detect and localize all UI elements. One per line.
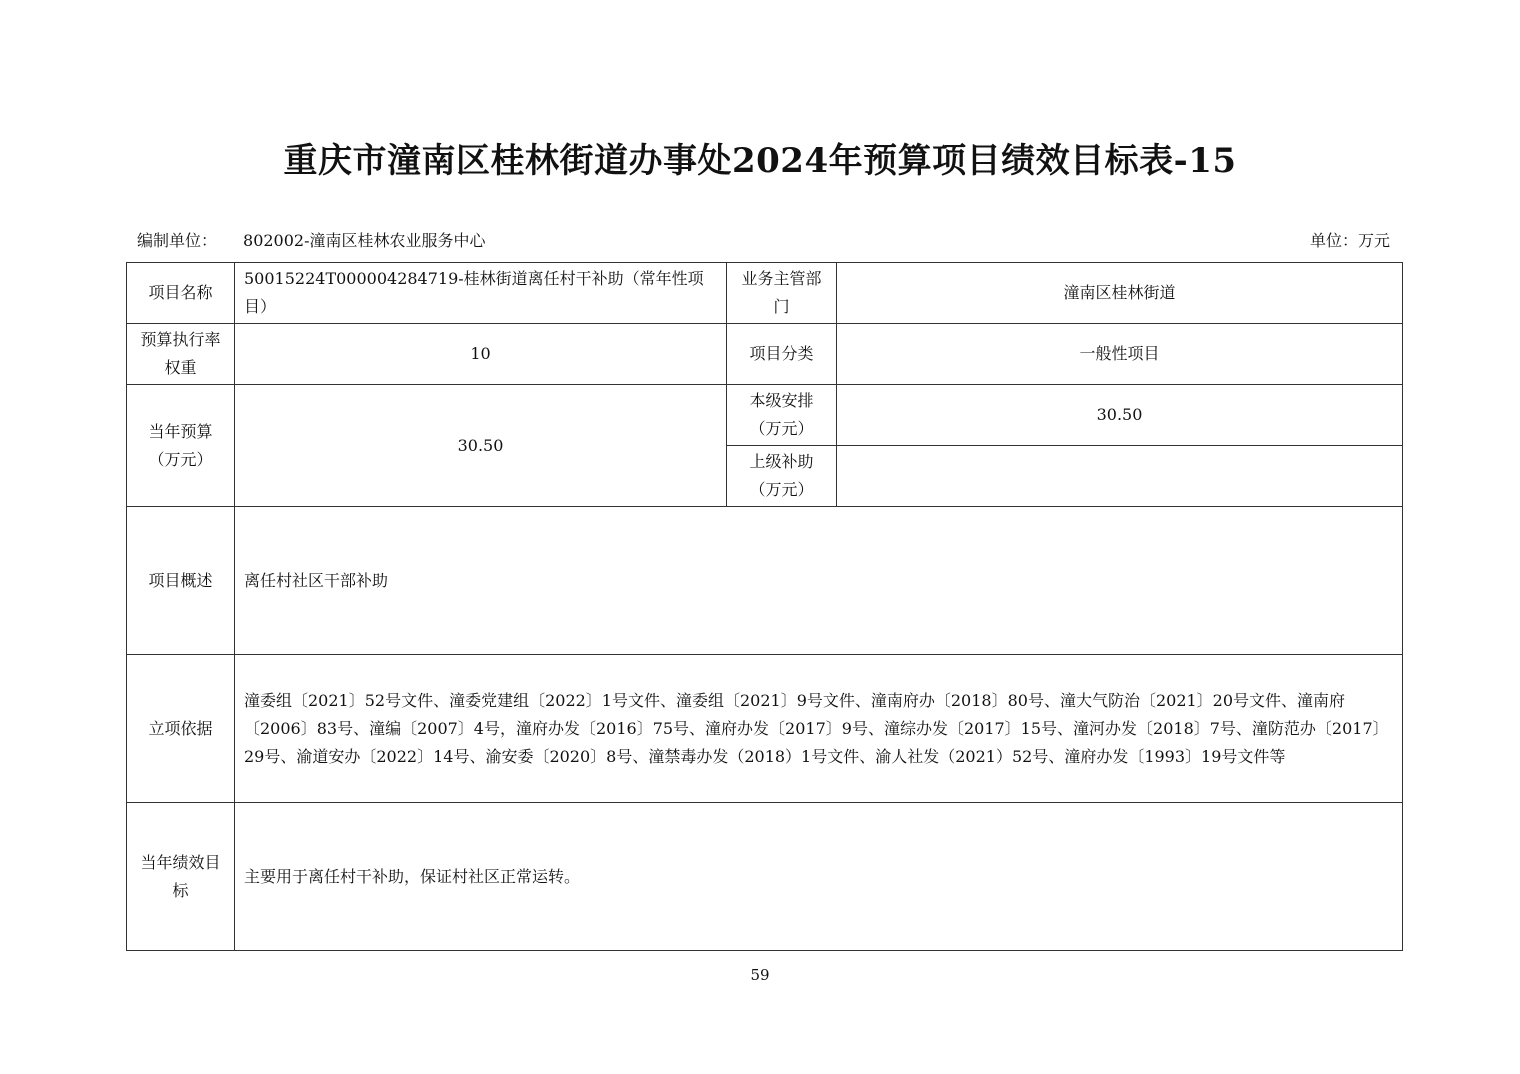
performance-target-table: [126, 262, 1403, 951]
weight-value: 10: [235, 324, 727, 385]
compiling-unit: [137, 228, 486, 251]
goal-value: 主要用于离任村干补助，保证村社区正常运转。: [235, 803, 1403, 951]
table-row: [127, 385, 1403, 446]
page-number: 59: [750, 966, 770, 984]
overview-label: 项目概述: [127, 507, 235, 655]
page-title: 重庆市潼南区桂林街道办事处2024年预算项目绩效目标表-15: [283, 141, 1237, 181]
currency-unit: 单位：万元: [1309, 231, 1390, 250]
category-label: 项目分类: [727, 324, 837, 385]
basis-label: 立项依据: [127, 655, 235, 803]
category-value: 一般性项目: [837, 324, 1403, 385]
table-row: [127, 655, 1403, 803]
dept-value: 潼南区桂林街道: [837, 263, 1403, 324]
higher-subsidy-value: [837, 446, 1403, 507]
table-row: [127, 324, 1403, 385]
overview-value: 离任村社区干部补助: [235, 507, 1403, 655]
weight-label: 预算执行率权重: [127, 324, 235, 385]
compiling-unit-label: 编制单位：: [137, 231, 218, 250]
local-arrangement-value: 30.50: [837, 385, 1403, 446]
budget-value: 30.50: [235, 385, 727, 507]
dept-label: 业务主管部门: [727, 263, 837, 324]
goal-label: 当年绩效目标: [127, 803, 235, 951]
compiling-unit-value: 802002-潼南区桂林农业服务中心: [243, 231, 486, 250]
higher-subsidy-label: 上级补助（万元）: [727, 446, 837, 507]
project-name-label: 项目名称: [127, 263, 235, 324]
project-name-value: 50015224T000004284719-桂林街道离任村干补助（常年性项目）: [235, 263, 727, 324]
table-row: [127, 803, 1403, 951]
table-row: [127, 263, 1403, 324]
budget-label: 当年预算（万元）: [127, 385, 235, 507]
local-arrangement-label: 本级安排（万元）: [727, 385, 837, 446]
basis-value: 潼委组〔2021〕52号文件、潼委党建组〔2022〕1号文件、潼委组〔2021〕9号文件、潼南府办〔2018〕80号、潼大气防治〔2021〕20号文件、潼南府〔2006〕83号、潼编〔2007〕4号，潼府办发〔2016〕75号、潼府办发〔2017〕9号、潼综办发〔2017〕15号、潼河办发〔2018〕7号、潼防范办〔2017〕29号、渝道安办〔2022〕14号、渝安委〔2020〕8号、潼禁毒办发（2018）1号文件、渝人社发（2021）52号、潼府办发〔1993〕19号文件等: [235, 655, 1403, 803]
table-row: [127, 507, 1403, 655]
